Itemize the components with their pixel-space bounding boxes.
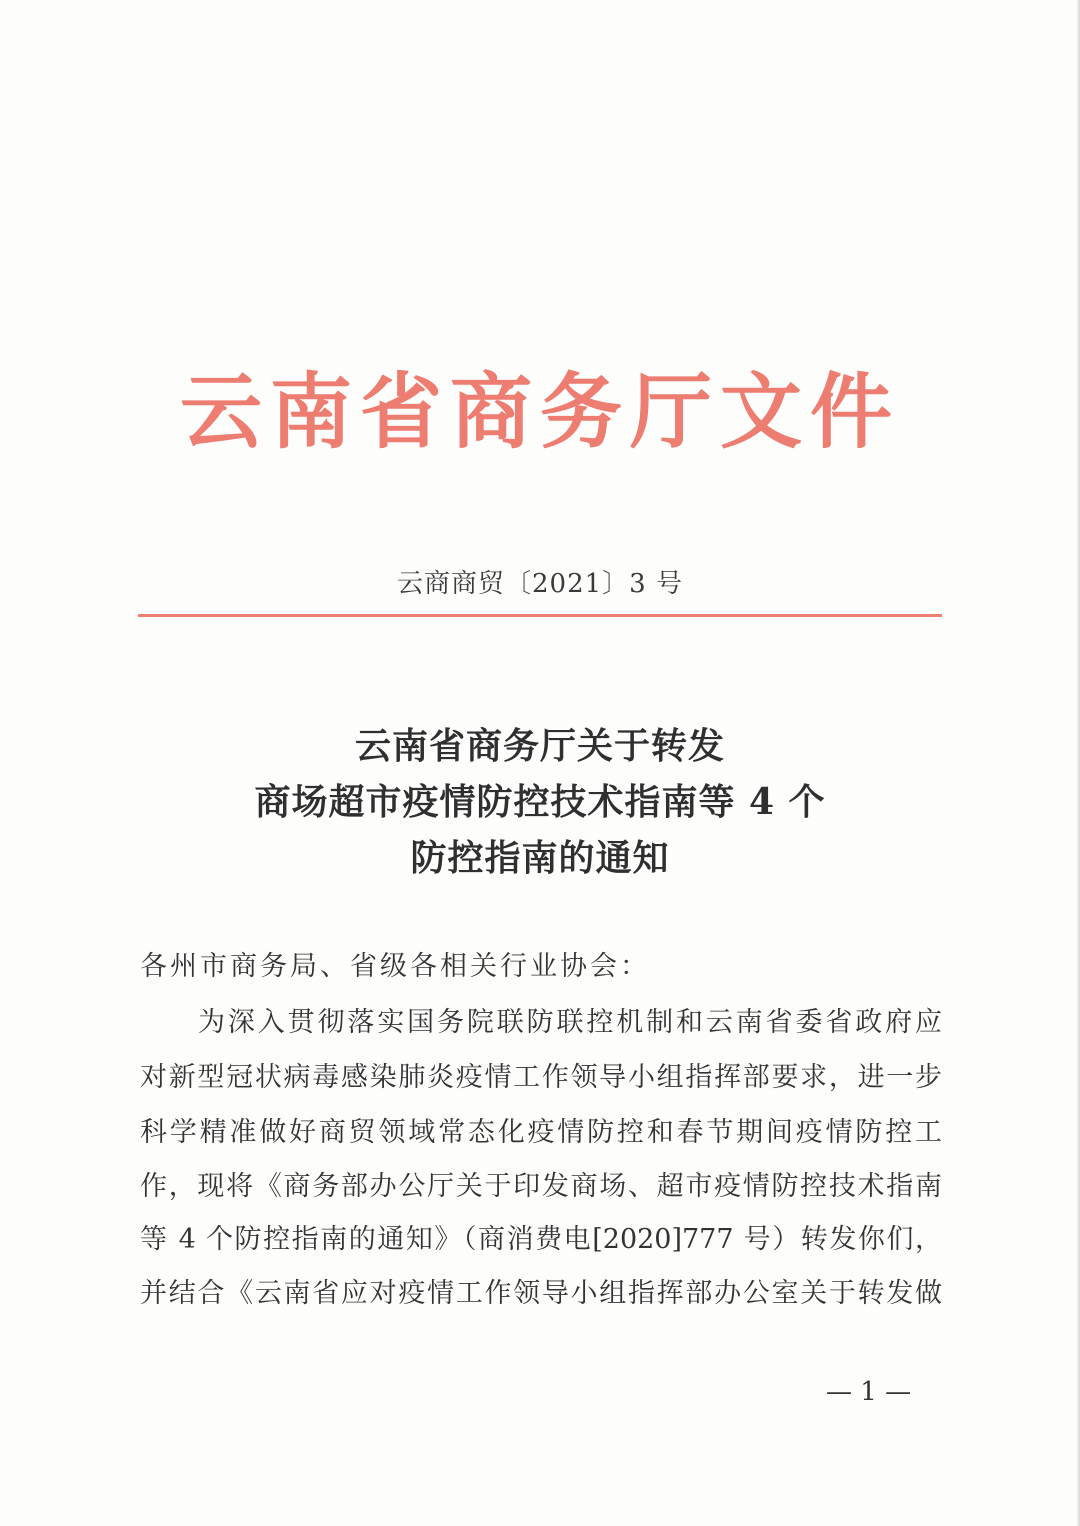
notice-title-line: 云南省商务厅关于转发 xyxy=(354,725,725,767)
document-number: 云商商贸〔2021〕3 号 xyxy=(397,569,683,599)
notice-title-line: 防控指南的通知 xyxy=(410,837,670,879)
page-number: — 1 — xyxy=(826,1377,912,1407)
body-text-line: 科学精准做好商贸领域常态化疫情防控和春节期间疫情防控工 xyxy=(140,1117,942,1148)
body-text-line: 作，现将《商务部办公厅关于印发商场、超市疫情防控技术指南 xyxy=(140,1171,942,1202)
body-text-line: 并结合《云南省应对疫情工作领导小组指挥部办公室关于转发做 xyxy=(140,1278,942,1309)
body-text-line: 等 4 个防控指南的通知》（商消费电[2020]777 号）转发你们， xyxy=(140,1224,942,1255)
notice-title-line: 商场超市疫情防控技术指南等 4 个 xyxy=(254,781,826,823)
red-divider-line xyxy=(138,614,942,617)
document-header-title: 云南省商务厅文件 xyxy=(179,364,900,460)
salutation: 各州市商务局、省级各相关行业协会： xyxy=(140,951,650,982)
body-text-line: 对新型冠状病毒感染肺炎疫情工作领导小组指挥部要求，进一步 xyxy=(140,1062,942,1093)
body-text-line: 为深入贯彻落实国务院联防联控机制和云南省委省政府应 xyxy=(198,1007,942,1038)
notice-title xyxy=(0,718,1080,886)
